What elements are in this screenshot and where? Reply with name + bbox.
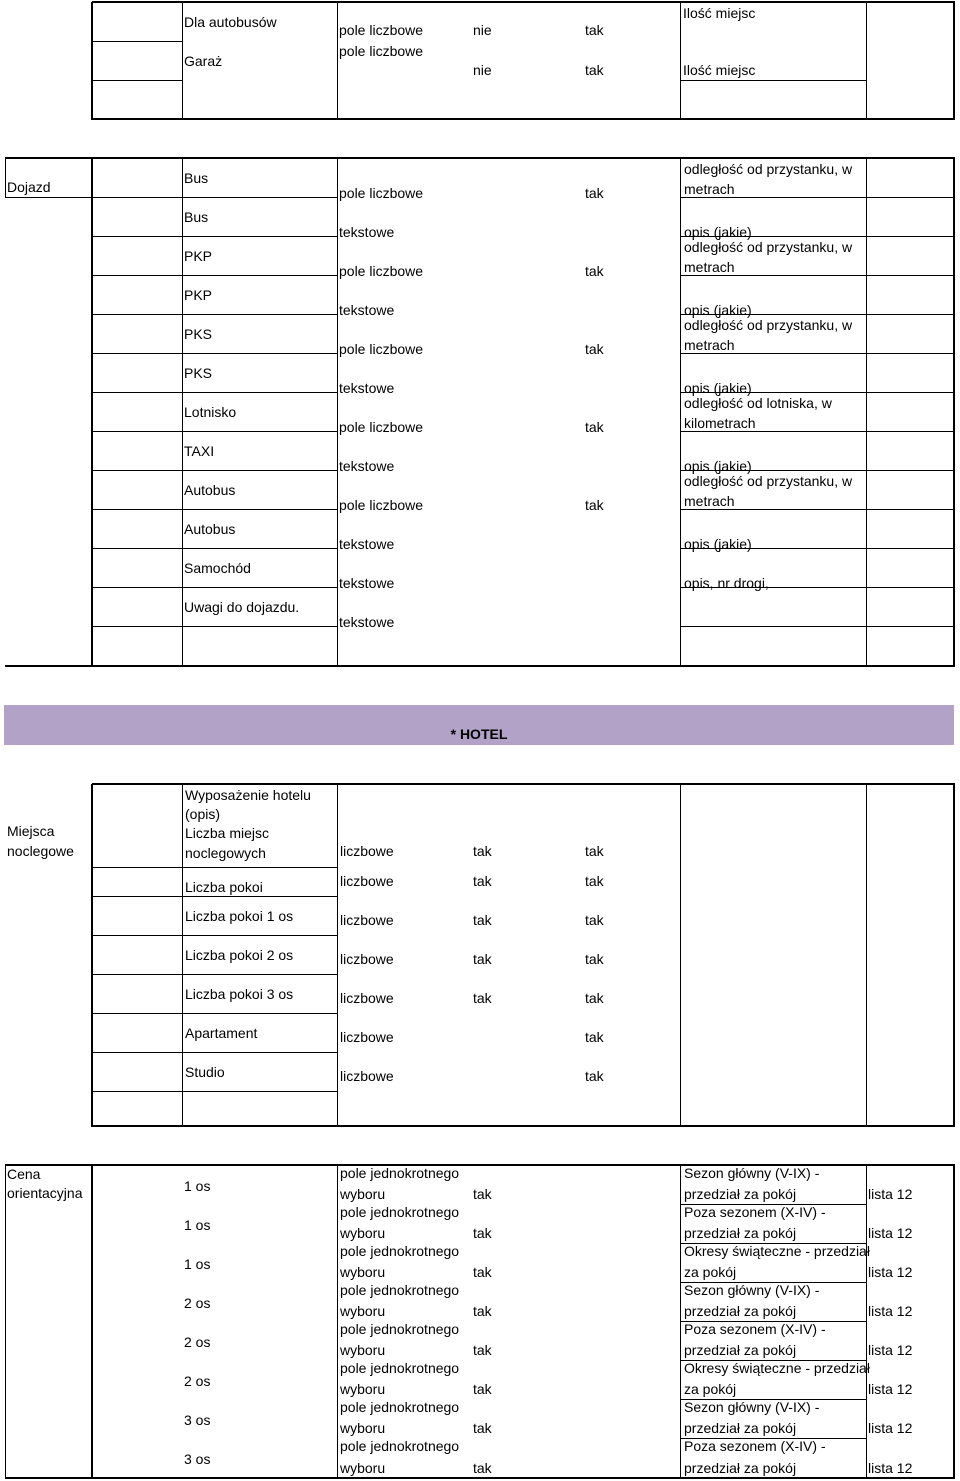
equipment-label: Wyposażenie hotelu bbox=[185, 787, 311, 803]
price-description: Okresy świąteczne - przedział bbox=[684, 1360, 870, 1376]
row-line bbox=[680, 626, 955, 627]
transport-name: Samochód bbox=[184, 560, 251, 576]
room-field-name: Liczba pokoi bbox=[185, 879, 263, 895]
transport-name: PKP bbox=[184, 287, 213, 303]
price-description: przedział za pokój bbox=[684, 1342, 797, 1358]
field-type: liczbowe bbox=[340, 912, 394, 928]
room-field-name: Apartament bbox=[185, 1025, 258, 1041]
visible-flag: tak bbox=[585, 951, 604, 967]
column-line bbox=[680, 158, 681, 667]
field-description: odległość od przystanku, w bbox=[684, 239, 853, 255]
field-type: pole jednokrotnego bbox=[340, 1204, 460, 1220]
room-field-name: noclegowych bbox=[185, 845, 266, 861]
row-line bbox=[92, 80, 183, 81]
column-line bbox=[680, 2, 681, 120]
visible-flag: tak bbox=[585, 497, 604, 513]
field-description: opis (jakie) bbox=[684, 224, 752, 240]
top-table-border bbox=[953, 2, 955, 120]
required-flag: tak bbox=[473, 1186, 492, 1202]
price-description: przedział za pokój bbox=[684, 1420, 797, 1436]
field-description: opis (jakie) bbox=[684, 458, 752, 474]
list-reference: lista 12 bbox=[868, 1342, 913, 1358]
column-line bbox=[680, 784, 681, 1127]
column-line bbox=[680, 1165, 681, 1479]
section-label-cena: Cena bbox=[7, 1166, 41, 1182]
field-description: odległość od przystanku, w bbox=[684, 161, 853, 177]
field-type: pole liczbowe bbox=[339, 341, 424, 357]
price-description: za pokój bbox=[684, 1264, 737, 1280]
field-type: tekstowe bbox=[339, 302, 395, 318]
required-flag: tak bbox=[473, 1342, 492, 1358]
transport-name: Bus bbox=[184, 209, 209, 225]
field-type: pole jednokrotnego bbox=[340, 1243, 460, 1259]
row-line bbox=[92, 353, 338, 354]
price-description: Sezon główny (V-IX) - bbox=[684, 1282, 820, 1298]
field-type: tekstowe bbox=[339, 380, 395, 396]
field-type: wyboru bbox=[340, 1460, 386, 1476]
required-flag: tak bbox=[473, 1264, 492, 1280]
row-line bbox=[92, 867, 338, 868]
transport-name: Autobus bbox=[184, 482, 236, 498]
top-table-border bbox=[91, 2, 93, 120]
visible-flag: tak bbox=[585, 22, 604, 38]
required-flag: tak bbox=[473, 912, 492, 928]
row-line bbox=[92, 392, 338, 393]
top-table-border bbox=[92, 1, 955, 3]
list-reference: lista 12 bbox=[868, 1225, 913, 1241]
list-reference: lista 12 bbox=[868, 1460, 913, 1476]
field-type: pole liczbowe bbox=[339, 419, 424, 435]
row-line bbox=[92, 275, 338, 276]
price-description: Sezon główny (V-IX) - bbox=[684, 1165, 820, 1181]
field-type: liczbowe bbox=[340, 873, 394, 889]
field-type: wyboru bbox=[340, 1186, 386, 1202]
visible-flag: tak bbox=[585, 990, 604, 1006]
field-type: pole jednokrotnego bbox=[340, 1165, 460, 1181]
dojazd-table-border bbox=[91, 158, 93, 667]
column-line bbox=[182, 2, 183, 120]
visible-flag: tak bbox=[585, 419, 604, 435]
required-flag: tak bbox=[473, 873, 492, 889]
visible-flag: tak bbox=[585, 62, 604, 78]
field-type: pole jednokrotnego bbox=[340, 1282, 460, 1298]
field-type: liczbowe bbox=[340, 843, 394, 859]
required-flag: tak bbox=[473, 1420, 492, 1436]
transport-name: Autobus bbox=[184, 521, 236, 537]
visible-flag: tak bbox=[585, 1029, 604, 1045]
column-line bbox=[866, 1165, 867, 1479]
column-line bbox=[337, 158, 338, 667]
field-description: metrach bbox=[684, 181, 735, 197]
required-flag: nie bbox=[473, 62, 492, 78]
transport-name: TAXI bbox=[184, 443, 215, 459]
visible-flag: tak bbox=[585, 912, 604, 928]
column-line bbox=[866, 2, 867, 120]
visible-flag: tak bbox=[585, 1068, 604, 1084]
persons-label: 3 os bbox=[184, 1451, 211, 1467]
price-description: za pokój bbox=[684, 1381, 737, 1397]
list-reference: lista 12 bbox=[868, 1381, 913, 1397]
field-type: liczbowe bbox=[340, 1029, 394, 1045]
list-reference: lista 12 bbox=[868, 1186, 913, 1202]
dojazd-table-border bbox=[953, 158, 955, 667]
dojazd-table-border bbox=[5, 158, 6, 198]
field-type: wyboru bbox=[340, 1303, 386, 1319]
required-flag: tak bbox=[473, 843, 492, 859]
price-description: Sezon główny (V-IX) - bbox=[684, 1399, 820, 1415]
visible-flag: tak bbox=[585, 185, 604, 201]
room-field-name: Liczba pokoi 2 os bbox=[185, 947, 294, 963]
field-description: Ilość miejsc bbox=[683, 5, 756, 21]
required-flag: tak bbox=[473, 1303, 492, 1319]
row-line bbox=[92, 935, 338, 936]
list-reference: lista 12 bbox=[868, 1264, 913, 1280]
field-type: tekstowe bbox=[339, 536, 395, 552]
row-line bbox=[680, 80, 867, 81]
room-field-name: Liczba miejsc bbox=[185, 825, 270, 841]
field-type: wyboru bbox=[340, 1381, 386, 1397]
field-type: wyboru bbox=[340, 1342, 386, 1358]
row-name: Garaż bbox=[184, 53, 223, 69]
field-type: pole liczbowe bbox=[339, 22, 424, 38]
transport-name: PKS bbox=[184, 365, 213, 381]
persons-label: 2 os bbox=[184, 1295, 211, 1311]
transport-name: PKP bbox=[184, 248, 213, 264]
row-line bbox=[92, 1013, 338, 1014]
section-label-cena: orientacyjna bbox=[7, 1185, 83, 1201]
visible-flag: tak bbox=[585, 873, 604, 889]
price-description: przedział za pokój bbox=[684, 1225, 797, 1241]
field-type: pole jednokrotnego bbox=[340, 1438, 460, 1454]
row-line bbox=[92, 974, 338, 975]
field-description: opis (jakie) bbox=[684, 380, 752, 396]
required-flag: tak bbox=[473, 990, 492, 1006]
price-description: przedział za pokój bbox=[684, 1186, 797, 1202]
field-type: wyboru bbox=[340, 1264, 386, 1280]
persons-label: 3 os bbox=[184, 1412, 211, 1428]
row-line bbox=[92, 197, 338, 198]
row-line bbox=[92, 548, 338, 549]
transport-name: Uwagi do dojazdu. bbox=[184, 599, 300, 615]
field-description: Ilość miejsc bbox=[683, 62, 756, 78]
row-line bbox=[92, 587, 338, 588]
top-table-border bbox=[92, 118, 955, 120]
row-name: Dla autobusów bbox=[184, 14, 277, 30]
hotel-table-border bbox=[91, 784, 93, 1127]
persons-label: 2 os bbox=[184, 1334, 211, 1350]
row-line bbox=[92, 236, 338, 237]
visible-flag: tak bbox=[585, 263, 604, 279]
column-line bbox=[182, 158, 183, 667]
room-field-name: Liczba pokoi 1 os bbox=[185, 908, 294, 924]
field-description: kilometrach bbox=[684, 415, 756, 431]
row-line bbox=[92, 626, 338, 627]
field-type: wyboru bbox=[340, 1225, 386, 1241]
field-type: pole liczbowe bbox=[339, 185, 424, 201]
field-type: liczbowe bbox=[340, 951, 394, 967]
cena-table-border bbox=[91, 1165, 93, 1479]
row-line bbox=[92, 470, 338, 471]
field-description: odległość od lotniska, w bbox=[684, 395, 832, 411]
price-description: Okresy świąteczne - przedział bbox=[684, 1243, 870, 1259]
column-line bbox=[866, 784, 867, 1127]
section-label-miejsca: Miejsca bbox=[7, 823, 55, 839]
required-flag: tak bbox=[473, 951, 492, 967]
section-label-miejsca: noclegowe bbox=[7, 843, 74, 859]
hotel-header-title: * HOTEL bbox=[450, 726, 508, 742]
section-label-dojazd: Dojazd bbox=[7, 179, 51, 195]
required-flag: tak bbox=[473, 1460, 492, 1476]
field-type: pole jednokrotnego bbox=[340, 1399, 460, 1415]
column-line bbox=[337, 1165, 338, 1479]
field-type: liczbowe bbox=[340, 990, 394, 1006]
field-type: tekstowe bbox=[339, 458, 395, 474]
transport-name: Bus bbox=[184, 170, 209, 186]
row-line bbox=[92, 1091, 338, 1092]
visible-flag: tak bbox=[585, 341, 604, 357]
transport-name: Lotnisko bbox=[184, 404, 237, 420]
visible-flag: tak bbox=[585, 843, 604, 859]
cena-table-border bbox=[5, 1165, 6, 1479]
field-description: metrach bbox=[684, 337, 735, 353]
field-type: tekstowe bbox=[339, 224, 395, 240]
field-type: liczbowe bbox=[340, 1068, 394, 1084]
persons-label: 1 os bbox=[184, 1256, 211, 1272]
column-line bbox=[337, 2, 338, 120]
hotel-table-border bbox=[953, 784, 955, 1127]
equipment-label: (opis) bbox=[185, 806, 221, 822]
field-description: opis (jakie) bbox=[684, 302, 752, 318]
field-type: pole liczbowe bbox=[339, 497, 424, 513]
persons-label: 1 os bbox=[184, 1217, 211, 1233]
required-flag: tak bbox=[473, 1225, 492, 1241]
price-description: Poza sezonem (X-IV) - bbox=[684, 1438, 826, 1454]
field-description: opis (jakie) bbox=[684, 536, 752, 552]
field-description: odległość od przystanku, w bbox=[684, 317, 853, 333]
room-field-name: Liczba pokoi 3 os bbox=[185, 986, 294, 1002]
required-flag: tak bbox=[473, 1381, 492, 1397]
transport-name: PKS bbox=[184, 326, 213, 342]
field-type: pole liczbowe bbox=[339, 263, 424, 279]
row-line bbox=[92, 509, 338, 510]
persons-label: 1 os bbox=[184, 1178, 211, 1194]
field-type: tekstowe bbox=[339, 575, 395, 591]
row-line bbox=[92, 1052, 338, 1053]
list-reference: lista 12 bbox=[868, 1303, 913, 1319]
list-reference: lista 12 bbox=[868, 1420, 913, 1436]
price-description: Poza sezonem (X-IV) - bbox=[684, 1204, 826, 1220]
column-line bbox=[866, 158, 867, 667]
field-type: pole jednokrotnego bbox=[340, 1360, 460, 1376]
field-type: pole liczbowe bbox=[339, 43, 424, 59]
field-type: pole jednokrotnego bbox=[340, 1321, 460, 1337]
field-type: tekstowe bbox=[339, 614, 395, 630]
field-description: metrach bbox=[684, 259, 735, 275]
field-type: wyboru bbox=[340, 1420, 386, 1436]
price-description: przedział za pokój bbox=[684, 1303, 797, 1319]
field-description: opis, nr drogi, bbox=[684, 575, 769, 591]
row-line bbox=[92, 431, 338, 432]
row-line bbox=[92, 314, 338, 315]
persons-label: 2 os bbox=[184, 1373, 211, 1389]
field-description: odległość od przystanku, w bbox=[684, 473, 853, 489]
dojazd-table-border bbox=[5, 665, 955, 667]
price-description: przedział za pokój bbox=[684, 1460, 797, 1476]
column-line bbox=[337, 784, 338, 1127]
room-field-name: Studio bbox=[185, 1064, 225, 1080]
hotel-table-border bbox=[92, 1125, 955, 1127]
required-flag: nie bbox=[473, 22, 492, 38]
field-description: metrach bbox=[684, 493, 735, 509]
row-line bbox=[5, 197, 93, 198]
column-line bbox=[182, 784, 183, 1127]
cena-table-border bbox=[953, 1165, 955, 1479]
row-line bbox=[92, 41, 183, 42]
price-description: Poza sezonem (X-IV) - bbox=[684, 1321, 826, 1337]
